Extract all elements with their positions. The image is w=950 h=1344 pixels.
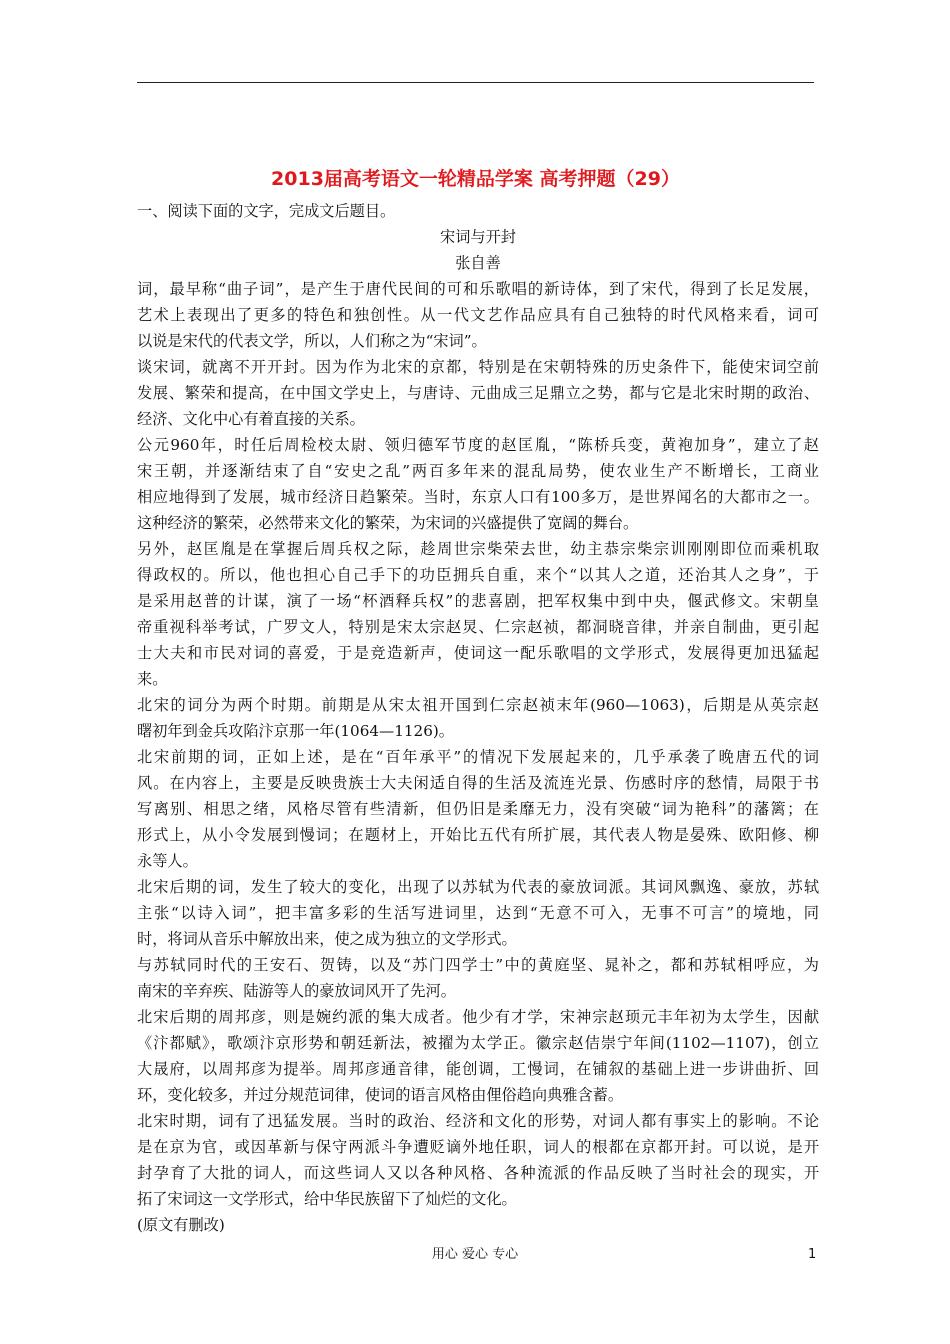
text-line: 北宋前期的词，正如上述，是在“百年承平”的情况下发展起来的，几乎承袭了晚唐五代的词 [137, 748, 819, 766]
text-line: 北宋后期的词，发生了较大的变化，出现了以苏轼为代表的豪放词派。其词风飘逸、豪放，苏轼 [137, 878, 819, 896]
text-line: 时，将词从音乐中解放出来，使之成为独立的文学形式。 [137, 930, 517, 948]
document-title: 2013届高考语文一轮精品学案 高考押题（29） [271, 168, 680, 190]
text-line: 得政权的。所以，他也担心自己手下的功臣拥兵自重，来个“以其人之道，还治其人之身”，于 [137, 566, 819, 584]
text-line: 帝重视科举考试，广罗文人，特别是宋太宗赵炅、仁宗赵祯，都洞晓音律，并亲自制曲，更引起 [137, 618, 819, 636]
text-line: 是采用赵普的计谋，演了一场“杯酒释兵权”的悲喜剧，把军权集中到中央，偃武修文。宋朝皇 [137, 592, 819, 610]
question-instruction: 一、阅读下面的文字，完成文后题目。 [137, 202, 396, 220]
article-body [137, 198, 819, 1238]
text-line: 发展、繁荣和提高，在中国文学史上，与唐诗、元曲成三足鼎立之势，都与它是北宋时期的政治、 [137, 384, 819, 402]
text-line: 形式上，从小令发展到慢词；在题材上，开始比五代有所扩展，其代表人物是晏殊、欧阳修、柳 [137, 826, 819, 844]
text-line: 以说是宋代的代表文学，所以，人们称之为“宋词”。 [137, 332, 487, 350]
text-line: 《汴都赋》，歌颂汴京形势和朝廷新法，被擢为太学正。徽宗赵佶崇宁年间(1102—1107)，创立 [137, 1034, 819, 1052]
text-line: 这种经济的繁荣，必然带来文化的繁荣，为宋词的兴盛提供了宽阔的舞台。 [137, 514, 639, 532]
text-line: 写离别、相思之绪，风格尽管有些清新，但仍旧是柔靡无力，没有突破“词为艳科”的藩篱；在 [137, 800, 819, 818]
text-line: 另外，赵匡胤是在掌握后周兵权之际，趁周世宗柴荣去世，幼主恭宗柴宗训刚刚即位而乘机取 [137, 540, 819, 558]
article-author: 张自善 [455, 254, 501, 272]
text-line: 风。在内容上，主要是反映贵族士大夫闲适自得的生活及流连光景、伤感时序的愁情，局限于书 [137, 774, 819, 792]
text-line: 艺术上表现出了更多的特色和独创性。从一代文艺作品应具有自己独特的时代风格来看，词可 [137, 306, 819, 324]
text-line: 曙初年到金兵攻陷汴京那一年(1064—1126)。 [137, 722, 454, 740]
text-line: 环，变化较多，并过分规范词律，使词的语言风格由俚俗趋向典雅含蓄。 [137, 1086, 623, 1104]
text-line: 拓了宋词这一文学形式，给中华民族留下了灿烂的文化。 [137, 1190, 517, 1208]
text-line: 永等人。 [137, 852, 198, 870]
text-line: 北宋的词分为两个时期。前期是从宋太祖开国到仁宗赵祯末年(960—1063)，后期是从英宗赵 [137, 696, 819, 714]
text-line: (原文有删改) [137, 1216, 225, 1234]
text-line: 士大夫和市民对词的喜爱，于是竞造新声，使词这一配乐歌唱的文学形式，发展得更加迅猛起 [137, 644, 819, 662]
text-line: 大晟府，以周邦彦为提举。周邦彦通音律，能创调，工慢词，在铺叙的基础上进一步讲曲折、回 [137, 1060, 819, 1078]
text-line: 来。 [137, 670, 168, 688]
header-rule [137, 82, 814, 83]
text-line: 北宋时期，词有了迅猛发展。当时的政治、经济和文化的形势，对词人都有事实上的影响。不论 [137, 1112, 819, 1130]
text-line: 相应地得到了发展，城市经济日趋繁荣。当时，东京人口有100多万，是世界闻名的大都市之一。 [137, 488, 819, 506]
footer-text: 用心 爱心 专心 [431, 1247, 519, 1262]
text-line: 主张“以诗入词”，把丰富多彩的生活写进词里，达到“无意不可入，无事不可言”的境地，同 [137, 904, 819, 922]
text-line: 是在京为官，或因革新与保守两派斗争遭贬谪外地任职，词人的根都在京都开封。可以说，是开 [137, 1138, 819, 1156]
text-line: 南宋的辛弃疾、陆游等人的豪放词风开了先河。 [137, 982, 456, 1000]
text-line: 封孕育了大批的词人，而这些词人又以各种风格、各种流派的作品反映了当时社会的现实，开 [137, 1164, 819, 1182]
text-line: 北宋后期的周邦彦，则是婉约派的集大成者。他少有才学，宋神宗赵顼元丰年初为太学生，因献 [137, 1008, 819, 1026]
text-line: 经济、文化中心有着直接的关系。 [137, 410, 365, 428]
text-line: 宋王朝，并逐渐结束了自“安史之乱”两百多年来的混乱局势，使农业生产不断增长，工商业 [137, 462, 819, 480]
text-line: 公元960年，时任后周检校太尉、领归德军节度的赵匡胤，“陈桥兵变，黄袍加身”，建立了赵 [137, 436, 819, 454]
text-line: 谈宋词，就离不开开封。因为作为北宋的京都，特别是在宋朝特殊的历史条件下，能使宋词空前 [137, 358, 819, 376]
article-title: 宋词与开封 [440, 228, 516, 246]
text-line: 与苏轼同时代的王安石、贺铸，以及“苏门四学士”中的黄庭坚、晁补之，都和苏轼相呼应，为 [137, 956, 819, 974]
page-number: 1 [808, 1247, 817, 1262]
text-line: 词，最早称“曲子词”，是产生于唐代民间的可和乐歌唱的新诗体，到了宋代，得到了长足发展， [137, 280, 819, 298]
